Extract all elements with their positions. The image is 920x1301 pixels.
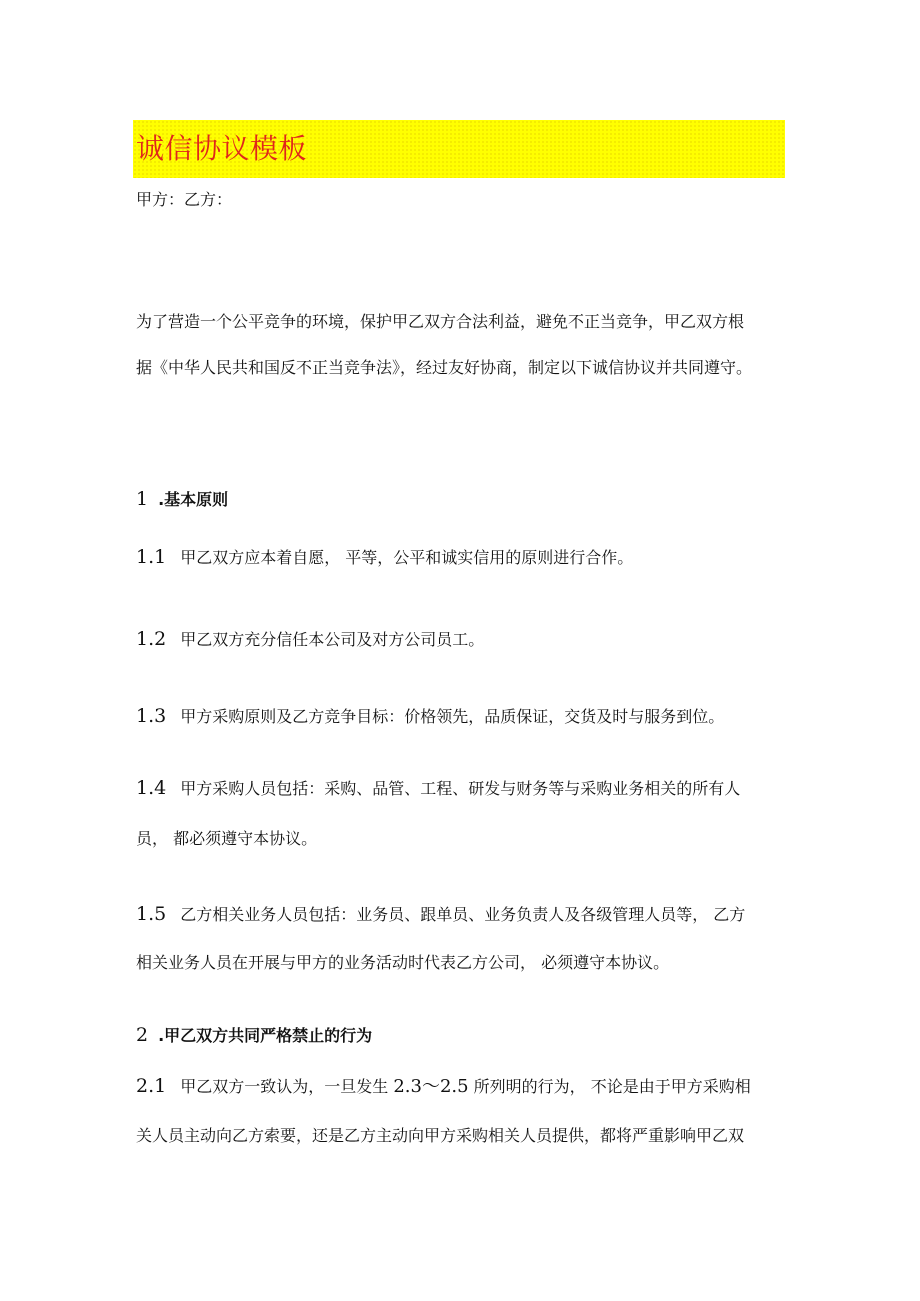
clause-text: 甲乙双方充分信任本公司及对方公司员工。	[180, 630, 485, 649]
clause-1-3	[136, 705, 724, 728]
section-2-heading	[136, 1024, 372, 1047]
document-title: 诚信协议模板	[136, 132, 308, 165]
clause-number: 1.5	[136, 903, 167, 925]
clause-number: 2.1	[136, 1075, 167, 1097]
intro-line-2: 据《中华人民共和国反不正当竞争法》，经过友好协商，制定以下诚信协议并共同遵守。	[136, 358, 753, 377]
clause-1-2	[136, 628, 484, 651]
clause-2-1-continued: 关人员主动向乙方索要，还是乙方主动向甲方采购相关人员提供，都将严重影响甲乙双	[136, 1126, 745, 1145]
clause-number: 1.1	[136, 546, 167, 568]
clause-number: 1.4	[136, 777, 167, 799]
clause-text: 甲方采购人员包括：采购、品管、工程、研发与财务等与采购业务相关的所有人	[180, 779, 741, 798]
parties-line: 甲方：乙方：	[136, 190, 233, 209]
clause-1-4	[136, 777, 740, 800]
section-number: 2	[136, 1024, 149, 1046]
section-title: .甲乙双方共同严格禁止的行为	[158, 1026, 373, 1045]
clause-text-b: 所列明的行为， 不论是由于甲方采购相	[468, 1077, 751, 1096]
clause-text: 甲方采购原则及乙方竞争目标：价格领先，品质保证，交货及时与服务到位。	[180, 707, 725, 726]
clause-text-a: 甲乙双方一致认为，一旦发生	[180, 1077, 394, 1096]
title-highlight	[133, 120, 785, 178]
clause-range: 2.3～2.5	[393, 1076, 469, 1097]
intro-line-1: 为了营造一个公平竞争的环境，保护甲乙双方合法利益，避免不正当竞争，甲乙双方根	[136, 312, 745, 331]
clause-text: 乙方相关业务人员包括：业务员、跟单员、业务负责人及各级管理人员等， 乙方	[180, 905, 746, 924]
section-title: .基本原则	[158, 490, 229, 509]
clause-number: 1.2	[136, 628, 167, 650]
clause-1-1	[136, 546, 633, 569]
clause-1-5-continued: 相关业务人员在开展与甲方的业务活动时代表乙方公司， 必须遵守本协议。	[136, 953, 670, 972]
section-number: 1	[136, 488, 149, 510]
clause-2-1	[136, 1075, 751, 1098]
section-1-heading	[136, 488, 228, 511]
clause-text: 甲乙双方应本着自愿， 平等，公平和诚实信用的原则进行合作。	[180, 548, 634, 567]
clause-number: 1.3	[136, 705, 167, 727]
clause-1-4-continued: 员， 都必须遵守本协议。	[136, 829, 318, 848]
clause-1-5	[136, 903, 745, 926]
